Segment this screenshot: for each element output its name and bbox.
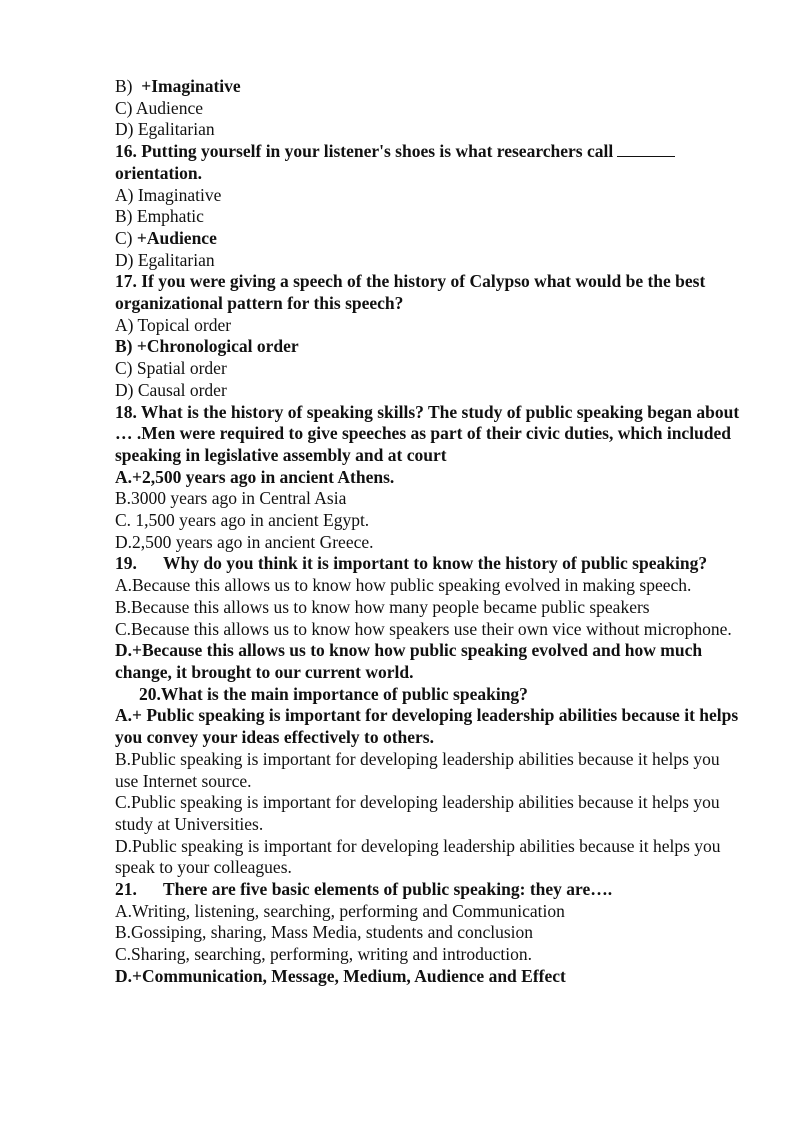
q17-option-b: B) +Chronological order <box>115 336 299 357</box>
q21-option-d: D.+Communication, Message, Medium, Audience and Effect <box>115 965 566 986</box>
q19-number: 19. <box>115 553 137 574</box>
q19-option-b: B.Because this allows us to know how many people became public speakers <box>115 596 650 617</box>
q21-number: 21. <box>115 879 137 900</box>
q16-question-end: orientation. <box>115 162 203 183</box>
q20-option-c: C.Public speaking is important for developing leadership abilities because it helps you study at Universities. <box>115 792 720 834</box>
q19-option-a: A.Because this allows us to know how public speaking evolved in making speech. <box>115 575 692 596</box>
q20-option-a: A.+ Public speaking is important for developing leadership abilities because it helps you convey your ideas effectively to others. <box>115 705 739 748</box>
q16-option-b: B) Emphatic <box>115 206 204 227</box>
answer-blank <box>617 142 675 157</box>
q17-question: 17. If you were giving a speech of the history of Calypso what would be the best organizational pattern for this speech? <box>115 271 706 314</box>
document-page <box>115 76 743 988</box>
q15-option-d: D) Egalitarian <box>115 119 215 140</box>
q16-option-d: D) Egalitarian <box>115 249 215 270</box>
q19-question-text: Why do you think it is important to know the history of public speaking? <box>163 553 708 574</box>
q21-option-c: C.Sharing, searching, performing, writing and introduction. <box>115 944 533 965</box>
q18-option-d: D.2,500 years ago in ancient Greece. <box>115 531 374 552</box>
q19-option-d: D.+Because this allows us to know how public speaking evolved and how much change, it brought to our current world. <box>115 640 703 682</box>
q17-option-c: C) Spatial order <box>115 358 227 379</box>
q18-option-c: C. 1,500 years ago in ancient Egypt. <box>115 510 370 531</box>
q20-option-b: B.Public speaking is important for developing leadership abilities because it helps you use Internet source. <box>115 748 720 791</box>
q16-question: 16. Putting yourself in your listener's shoes is what researchers call <box>115 141 743 163</box>
q20-question: 20.What is the main importance of public speaking? <box>139 683 528 704</box>
q19-option-c: C.Because this allows us to know how speakers use their own vice without microphone. <box>115 618 732 639</box>
q18-option-b: B.3000 years ago in Central Asia <box>115 488 347 509</box>
q21-question <box>115 879 743 901</box>
q18-option-a: A.+2,500 years ago in ancient Athens. <box>115 466 395 487</box>
q16-option-c: C) +Audience <box>115 227 217 248</box>
q15-option-b: B) +Imaginative <box>115 76 241 96</box>
q19-question <box>115 553 743 575</box>
q15-option-c: C) Audience <box>115 97 203 118</box>
q18-question: 18. What is the history of speaking skills? The study of public speaking began about … .Men were required to give speeches as part of their civic duties, which included speaking in legislative assembly and at court <box>115 401 740 465</box>
q21-question-text: There are five basic elements of public speaking: they are…. <box>163 879 613 900</box>
q20-option-d: D.Public speaking is important for developing leadership abilities because it helps you speak to your colleagues. <box>115 835 721 878</box>
q17-option-a: A) Topical order <box>115 314 232 335</box>
q16-option-a: A) Imaginative <box>115 184 222 205</box>
q17-option-d: D) Causal order <box>115 379 227 400</box>
q21-option-a: A.Writing, listening, searching, performing and Communication <box>115 900 565 921</box>
q21-option-b: B.Gossiping, sharing, Mass Media, students and conclusion <box>115 922 534 943</box>
